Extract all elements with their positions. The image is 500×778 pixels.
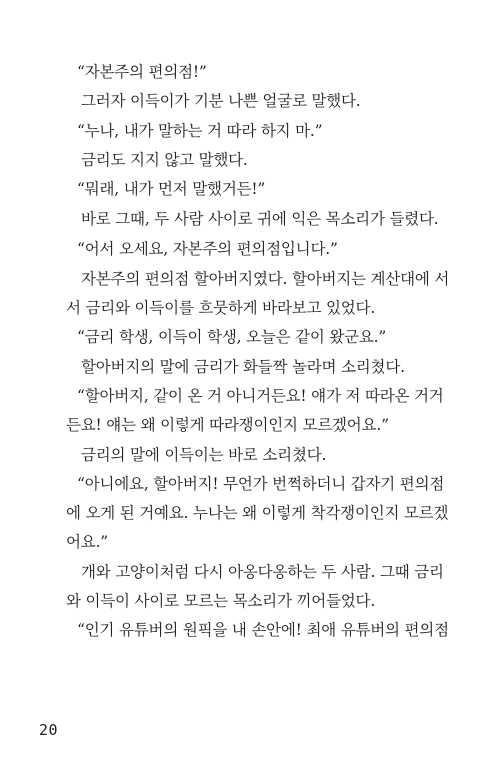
text-line-19: 와 이득이 사이로 모르는 목소리가 끼어들었다.	[66, 592, 376, 610]
text-line-7: “어서 오세요, 자본주의 편의점입니다.”	[77, 240, 338, 258]
text-line-6: 바로 그때, 두 사람 사이로 귀에 익은 목소리가 들렸다.	[81, 210, 439, 228]
text-line-9: 서 금리와 이득이를 흐뭇하게 바라보고 있었다.	[66, 299, 376, 317]
text-line-1: “자본주의 편의점!”	[77, 63, 207, 81]
text-line-16: 에 오게 된 거예요. 누나는 왜 이렇게 착각쟁이인지 모르겠	[66, 504, 449, 522]
text-line-15: “아니에요, 할아버지! 무언가 번쩍하더니 갑자기 편의점	[77, 475, 445, 493]
page-number: 20	[39, 721, 59, 739]
text-line-12: “할아버지, 같이 온 거 아니거든요! 얘가 저 따라온 거거	[77, 387, 444, 405]
text-line-20: “인기 유튜버의 원픽을 내 손안에! 최애 유튜버의 편의점	[77, 621, 449, 639]
text-line-18: 개와 고양이처럼 다시 아옹다옹하는 두 사람. 그때 금리	[81, 563, 444, 581]
text-line-8: 자본주의 편의점 할아버지였다. 할아버지는 계산대에 서	[81, 270, 450, 288]
text-line-5: “뭐래, 내가 먼저 말했거든!”	[77, 180, 266, 198]
text-line-14: 금리의 말에 이득이는 바로 소리쳤다.	[81, 446, 327, 464]
text-line-3: “누나, 내가 말하는 거 따라 하지 마.”	[77, 122, 323, 140]
text-line-17: 어요.”	[66, 533, 108, 551]
text-line-2: 그러자 이득이가 기분 나쁜 얼굴로 말했다.	[81, 92, 361, 110]
text-line-10: “금리 학생, 이득이 학생, 오늘은 같이 왔군요.”	[77, 328, 387, 346]
text-line-4: 금리도 지지 않고 말했다.	[81, 151, 248, 169]
text-line-13: 든요! 얘는 왜 이렇게 따라쟁이인지 모르겠어요.”	[66, 416, 389, 434]
text-line-11: 할아버지의 말에 금리가 화들짝 놀라며 소리쳤다.	[81, 358, 405, 376]
